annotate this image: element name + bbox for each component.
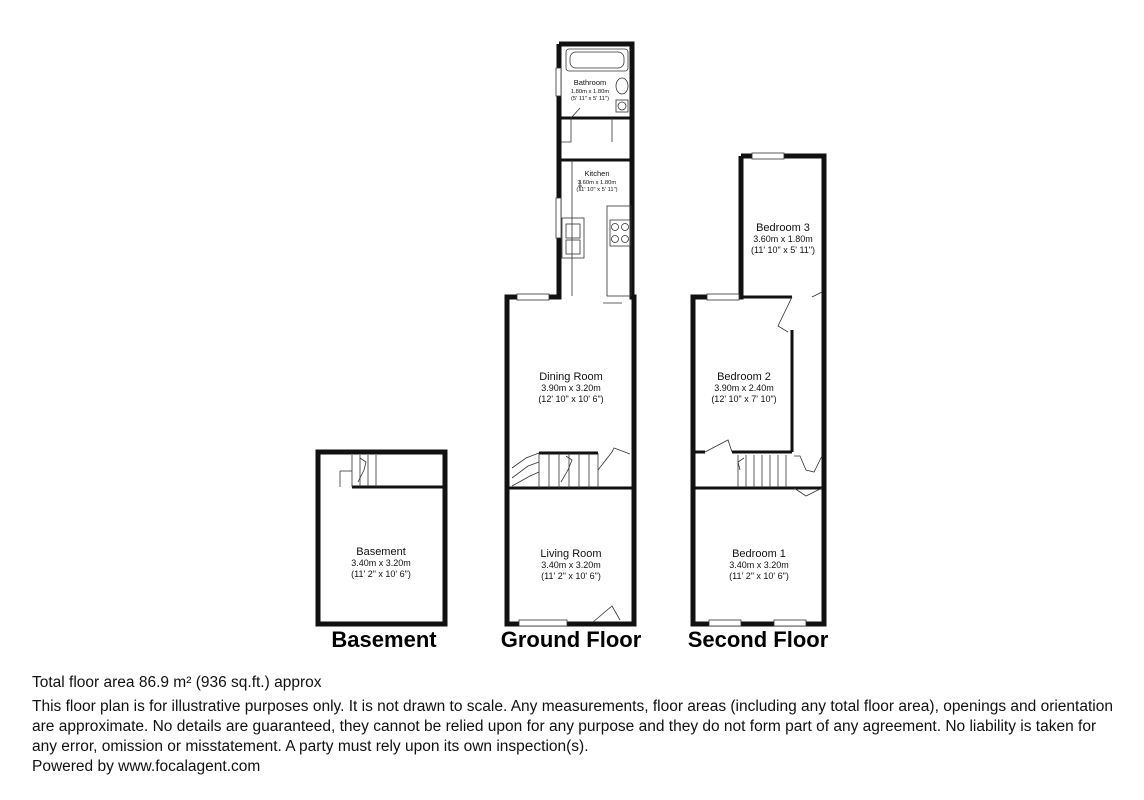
room-dim-ft-dining-room: (12' 10" x 10' 6"): [538, 394, 604, 404]
room-dim-m-basement: 3.40m x 3.20m: [351, 558, 411, 568]
disclaimer-text: This floor plan is for illustrative purposes only. It is not drawn to scale. Any measurements, floor areas (including any total floor area), openings and orientation are approximate. No details are guaranteed, they cannot be relied upon for any purpose and they do not form part of any agreement. No liability is taken for any error, omission or misstatement. A party must rely upon its own inspection(s).: [32, 698, 1113, 755]
ground-stairs: [509, 448, 632, 488]
second-floor-plan: [688, 153, 829, 652]
room-name-dining-room: Dining Room: [539, 371, 603, 383]
room-dim-m-dining-room: 3.90m x 3.20m: [541, 383, 601, 393]
room-name-bedroom-2: Bedroom 2: [717, 371, 771, 383]
room-name-living-room: Living Room: [540, 548, 602, 560]
room-dim-m-bathroom: 1.80m x 1.80m: [570, 89, 610, 95]
floor-label-ground-floor: Ground Floor: [500, 627, 642, 652]
room-dim-ft-bedroom-1: (11' 2" x 10' 6"): [729, 571, 789, 581]
ground-floor-plan: [501, 44, 642, 652]
room-dim-m-bedroom-1: 3.40m x 3.20m: [729, 560, 789, 570]
second-stairs: [695, 440, 822, 496]
room-name-bedroom-3: Bedroom 3: [756, 222, 810, 234]
room-dim-ft-basement: (11' 2" x 10' 6"): [351, 569, 411, 579]
ground-outer-wall: [507, 44, 634, 624]
room-dim-m-living-room: 3.40m x 3.20m: [541, 560, 601, 570]
basement-plan: [318, 452, 445, 652]
room-dim-ft-kitchen: (11' 10" x 5' 11"): [576, 187, 618, 193]
room-name-bedroom-1: Bedroom 1: [732, 548, 786, 560]
basement-outer-wall: [318, 452, 445, 624]
room-dim-ft-bedroom-2: (12' 10" x 7' 10"): [711, 394, 777, 404]
footer: [32, 673, 1122, 777]
total-floor-area: Total floor area 86.9 m² (936 sq.ft.) approx: [32, 674, 322, 691]
room-dim-m-bedroom-2: 3.90m x 2.40m: [714, 383, 774, 393]
basement-stairs: [340, 455, 443, 487]
room-dim-ft-living-room: (11' 2" x 10' 6"): [541, 571, 601, 581]
floor-label-second-floor: Second Floor: [687, 627, 829, 652]
room-dim-ft-bathroom: (5' 11" x 5' 11"): [570, 96, 610, 102]
room-name-bathroom: Bathroom: [573, 78, 607, 87]
room-dim-ft-bedroom-3: (11' 10" x 5' 11"): [750, 245, 816, 255]
room-name-basement: Basement: [356, 546, 406, 558]
room-dim-m-kitchen: 3.60m x 1.80m: [577, 180, 617, 186]
floor-label-basement: Basement: [331, 627, 437, 652]
room-dim-m-bedroom-3: 3.60m x 1.80m: [753, 234, 813, 244]
room-name-kitchen: Kitchen: [584, 169, 610, 178]
powered-by-text: Powered by www.focalagent.com: [32, 758, 261, 775]
